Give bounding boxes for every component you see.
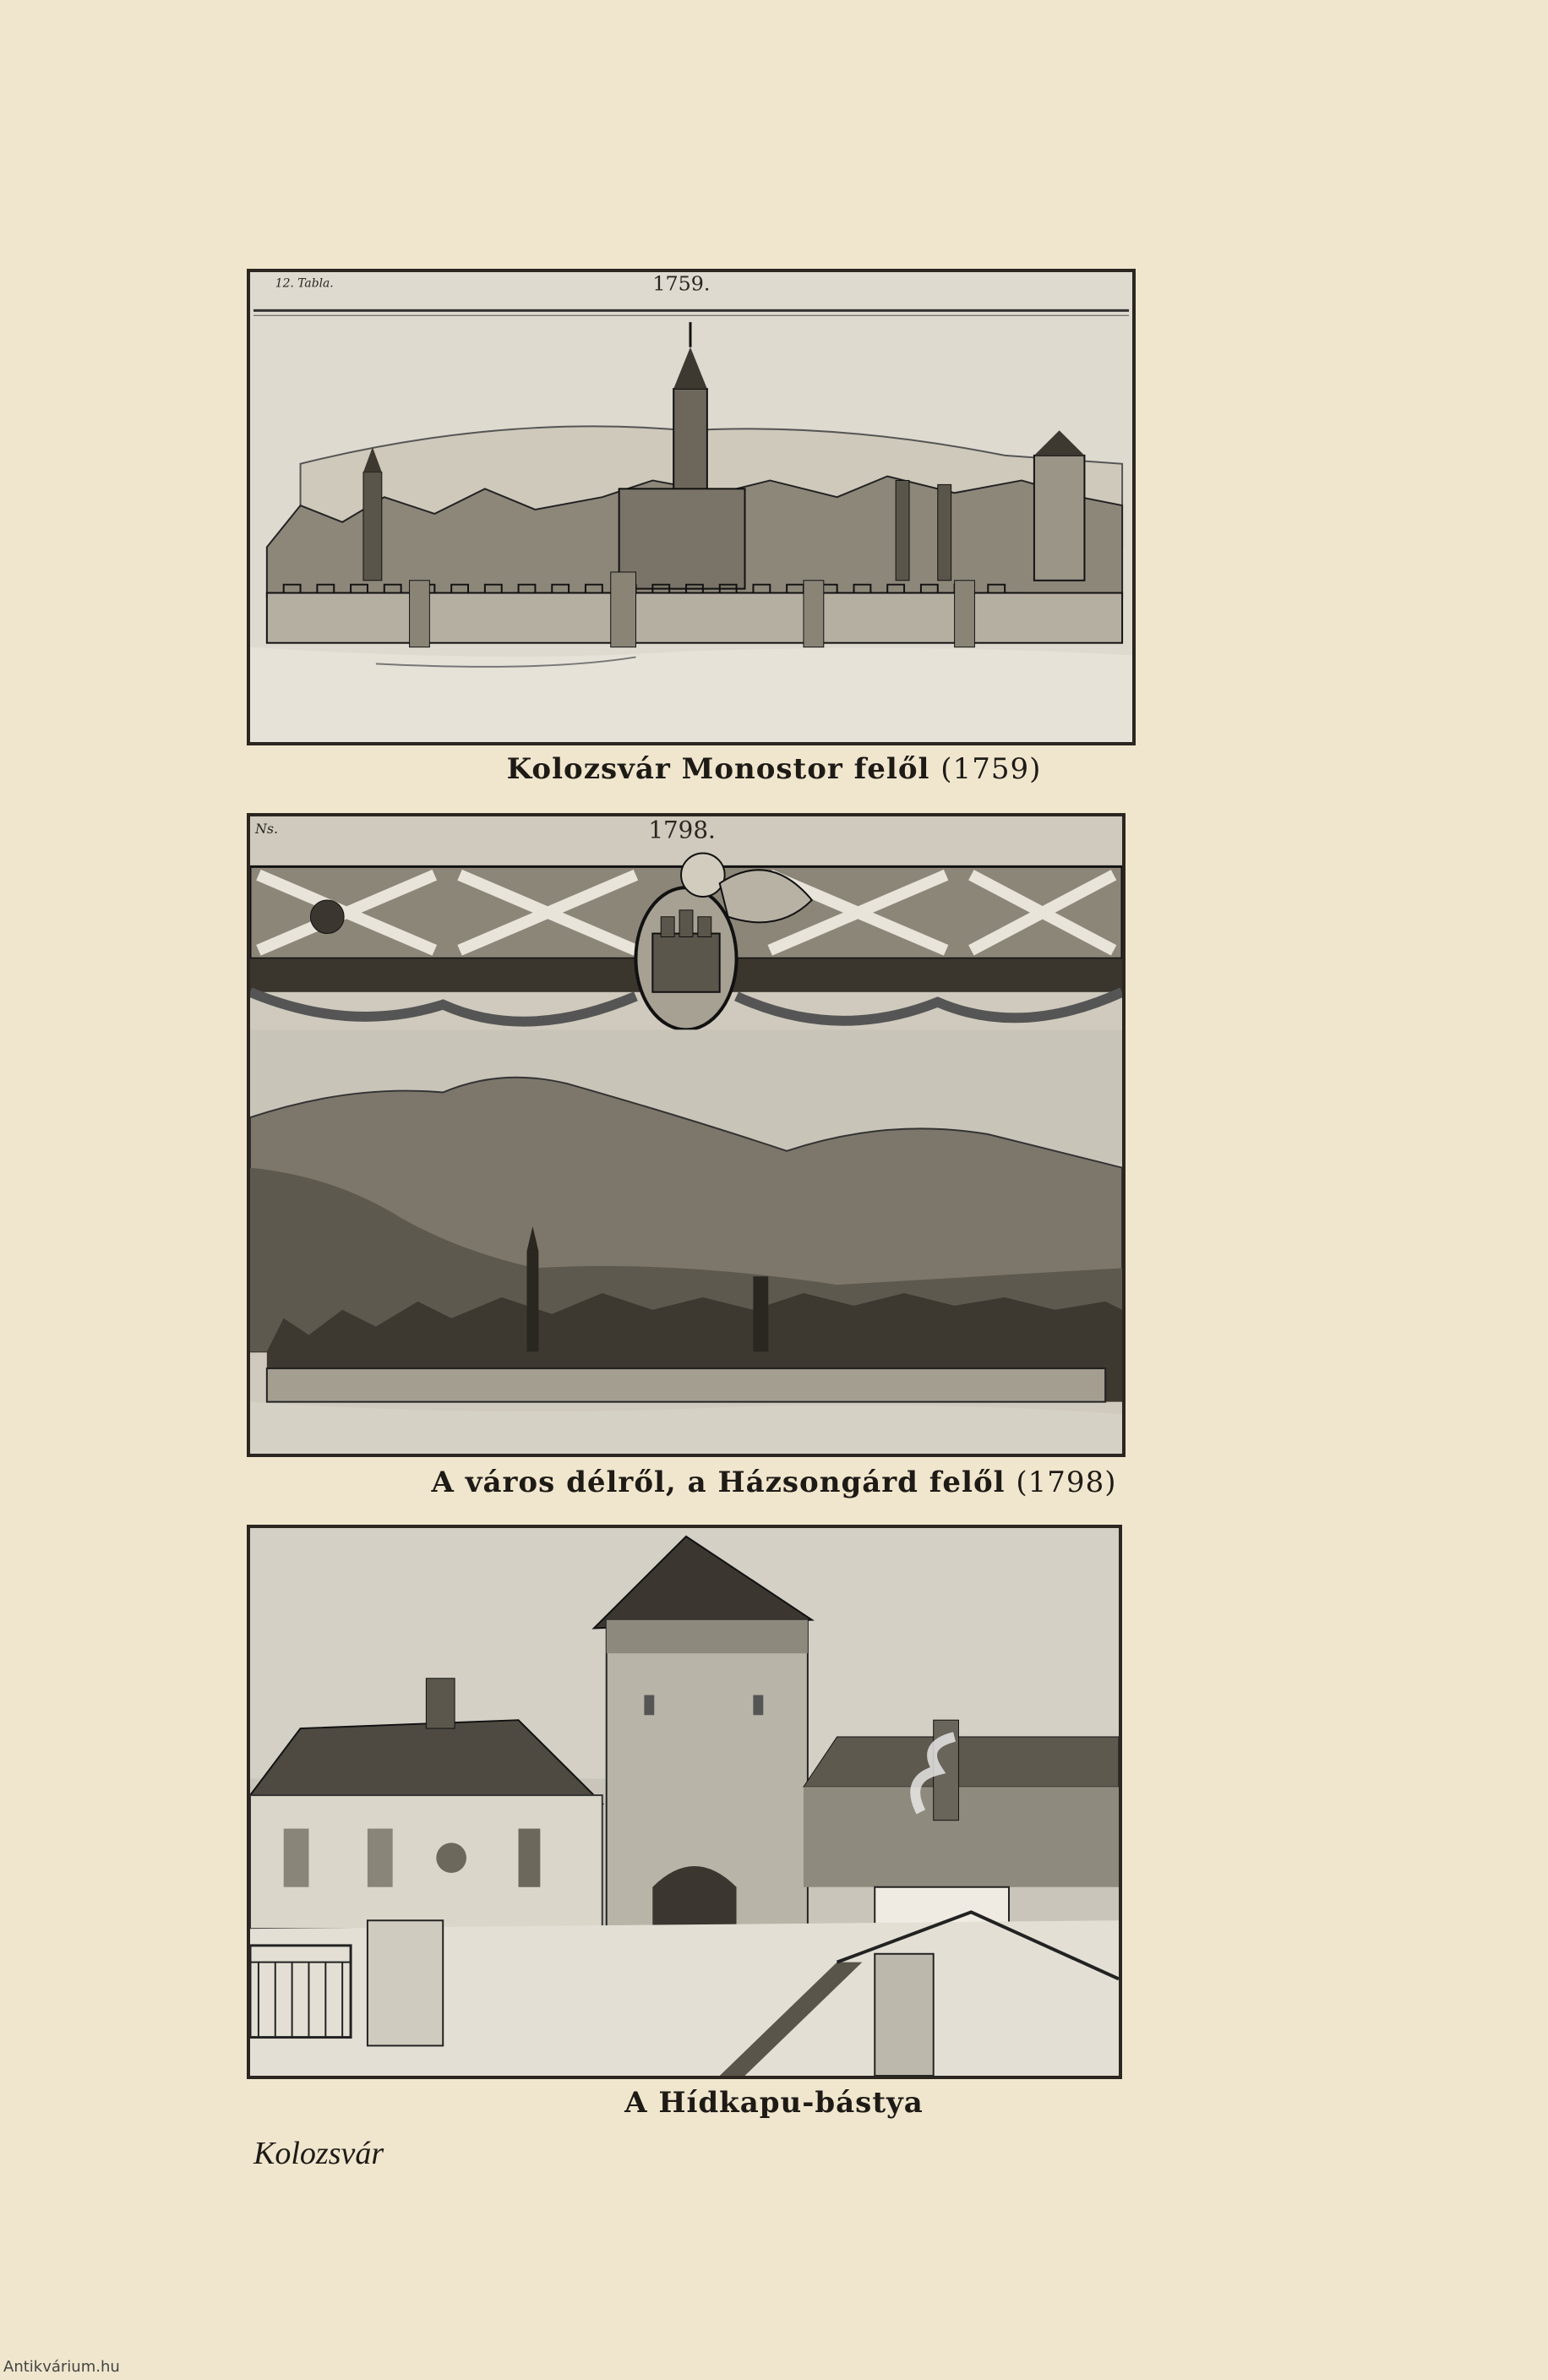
caption-year: (1798) xyxy=(1016,1466,1117,1499)
caption-title: A város délről, a Házsongárd felől xyxy=(431,1466,1006,1499)
caption-plate-2 xyxy=(0,1466,1548,1499)
caption-plate-1 xyxy=(0,752,1548,786)
watermark: Antikvárium.hu xyxy=(3,2358,120,2376)
caption-title: A Hídkapu-bástya xyxy=(624,2086,924,2120)
footer-title: Kolozsvár xyxy=(253,2136,384,2171)
caption-title: Kolozsvár Monostor felől xyxy=(506,752,930,786)
caption-plate-3 xyxy=(0,2086,1548,2120)
plate-city-from-south-1798 xyxy=(247,813,1126,1457)
tabula-label: Ns. xyxy=(254,820,279,837)
engraving-city-panorama-1759 xyxy=(250,272,1132,742)
plate-kolozsvar-1759 xyxy=(247,269,1136,745)
engraving-city-from-hazsongard-1798 xyxy=(250,816,1122,1454)
caption-year: (1759) xyxy=(940,752,1042,786)
plate-year-label: 1759. xyxy=(652,272,711,296)
photo-bridge-gate-bastion xyxy=(250,1528,1119,2076)
plate-hidkapu-bastya xyxy=(247,1525,1122,2079)
tabula-label: 12. Tabla. xyxy=(275,276,334,291)
plate-year-label: 1798. xyxy=(648,816,716,844)
